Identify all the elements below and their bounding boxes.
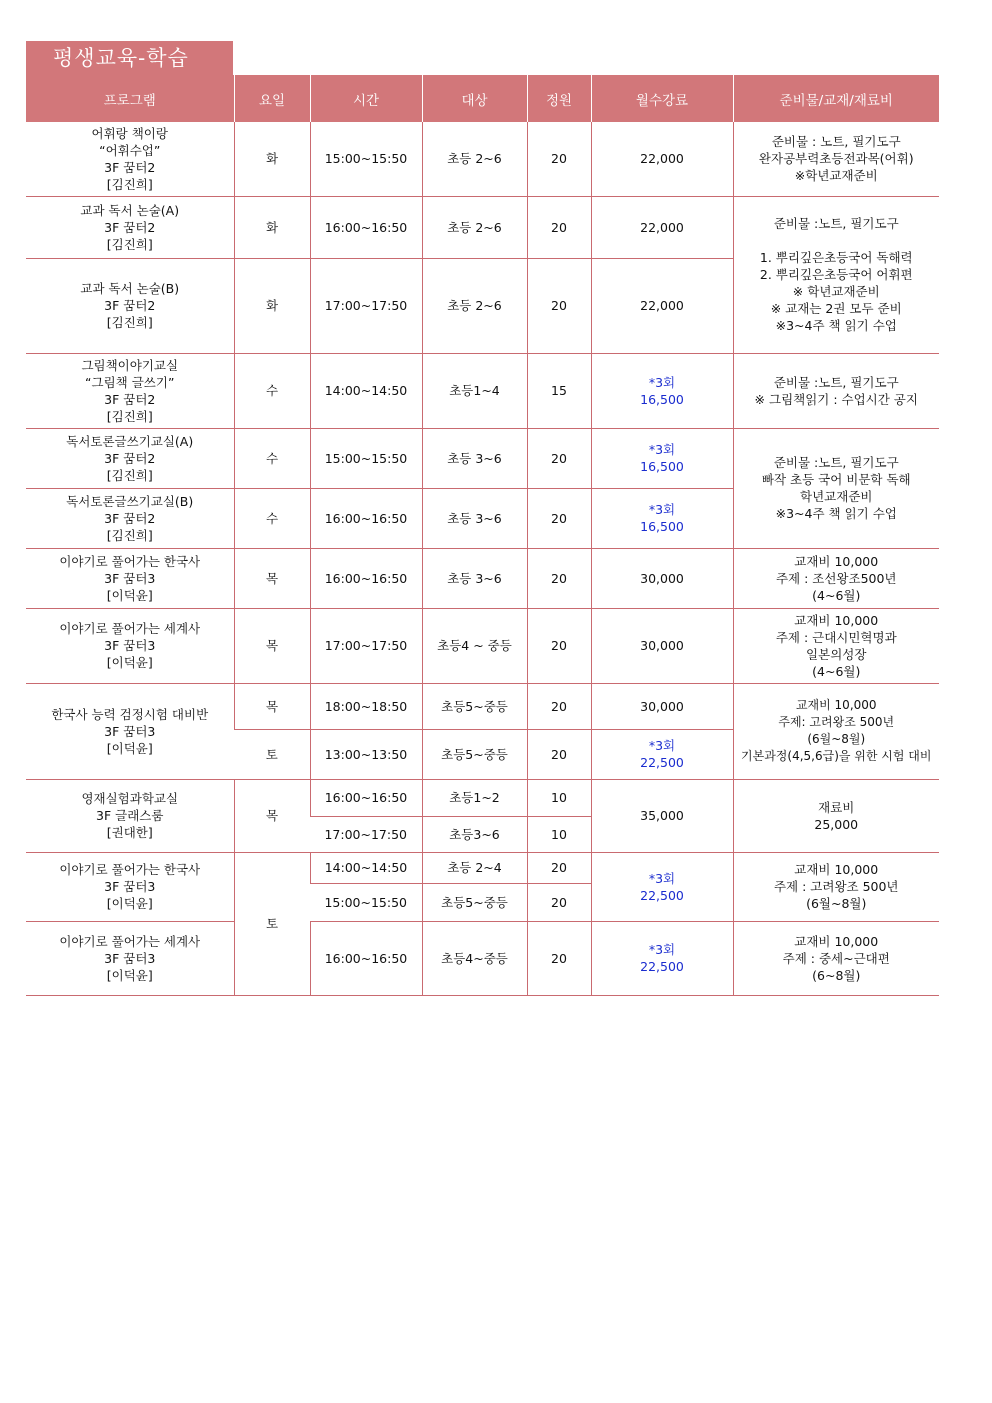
capacity-cell: 20: [527, 683, 591, 729]
target-cell: 초등3~6: [422, 816, 527, 852]
program-cell: 영재실험과학교실 3F 글래스룸 [권대한]: [26, 779, 234, 852]
target-cell: 초등 2~4: [422, 852, 527, 883]
time-cell: 17:00~17:50: [310, 608, 422, 683]
table-row: [26, 353, 939, 428]
day-cell: 수: [234, 428, 310, 488]
day-cell: 수: [234, 353, 310, 428]
table-row: [26, 683, 939, 729]
target-cell: 초등 3~6: [422, 548, 527, 608]
fee-cell: 30,000: [591, 608, 733, 683]
materials-cell: 준비물 : 노트, 필기도구 완자공부력초등전과목(어휘) ※학년교재준비: [733, 122, 939, 196]
fee-cell: *3회 16,500: [591, 353, 733, 428]
capacity-cell: 20: [527, 852, 591, 883]
table-row: [26, 921, 939, 995]
table-row: [26, 548, 939, 608]
target-cell: 초등4~중등: [422, 921, 527, 995]
day-cell: 목: [234, 779, 310, 852]
program-cell: 한국사 능력 검정시험 대비반 3F 꿈터3 [이덕윤]: [26, 683, 234, 779]
target-cell: 초등5~중등: [422, 883, 527, 921]
time-cell: 17:00~17:50: [310, 258, 422, 353]
target-cell: 초등 2~6: [422, 258, 527, 353]
target-cell: 초등5~중등: [422, 729, 527, 779]
target-cell: 초등1~2: [422, 779, 527, 816]
materials-cell: 교재비 10,000 주제 : 조선왕조500년 (4~6월): [733, 548, 939, 608]
time-cell: 16:00~16:50: [310, 548, 422, 608]
header-materials: 준비물/교재/재료비: [733, 75, 939, 122]
program-cell: 이야기로 풀어가는 한국사 3F 꿈터3 [이덕윤]: [26, 852, 234, 921]
fee-cell: *3회 16,500: [591, 488, 733, 548]
header-capacity: 정원: [527, 75, 591, 122]
time-cell: 16:00~16:50: [310, 488, 422, 548]
fee-cell: *3회 22,500: [591, 852, 733, 921]
program-cell: 교과 독서 논술(B) 3F 꿈터2 [김진희]: [26, 258, 234, 353]
time-cell: 16:00~16:50: [310, 196, 422, 258]
target-cell: 초등 3~6: [422, 488, 527, 548]
program-cell: 그림책이야기교실 “그림책 글쓰기” 3F 꿈터2 [김진희]: [26, 353, 234, 428]
materials-cell: 교재비 10,000 주제 : 고려왕조 500년 (6월~8월): [733, 852, 939, 921]
program-cell: 이야기로 풀어가는 한국사 3F 꿈터3 [이덕윤]: [26, 548, 234, 608]
capacity-cell: 10: [527, 816, 591, 852]
program-cell: 독서토론글쓰기교실(B) 3F 꿈터2 [김진희]: [26, 488, 234, 548]
capacity-cell: 10: [527, 779, 591, 816]
day-cell: 목: [234, 608, 310, 683]
program-cell: 어휘랑 책이랑 “어휘수업” 3F 꿈터2 [김진희]: [26, 122, 234, 196]
time-cell: 17:00~17:50: [310, 816, 422, 852]
materials-cell: 교재비 10,000 주제 : 중세~근대편 (6~8월): [733, 921, 939, 995]
fee-cell: 22,000: [591, 122, 733, 196]
time-cell: 15:00~15:50: [310, 883, 422, 921]
capacity-cell: 20: [527, 122, 591, 196]
program-cell: 이야기로 풀어가는 세계사 3F 꿈터3 [이덕윤]: [26, 608, 234, 683]
header-target: 대상: [422, 75, 527, 122]
capacity-cell: 20: [527, 729, 591, 779]
materials-cell: 준비물 :노트, 필기도구 1. 뿌리깊은초등국어 독해력 2. 뿌리깊은초등국어 어휘편 ※ 학년교재준비 ※ 교재는 2권 모두 준비 ※3~4주 책 읽기 수업: [733, 196, 939, 353]
time-cell: 14:00~14:50: [310, 353, 422, 428]
table-row: [26, 608, 939, 683]
header-time: 시간: [310, 75, 422, 122]
table-row: [26, 428, 939, 488]
time-cell: 16:00~16:50: [310, 921, 422, 995]
program-cell: 교과 독서 논술(A) 3F 꿈터2 [김진희]: [26, 196, 234, 258]
target-cell: 초등 2~6: [422, 122, 527, 196]
day-cell: 목: [234, 683, 310, 729]
fee-cell: *3회 16,500: [591, 428, 733, 488]
materials-cell: 준비물 :노트, 필기도구 빠작 초등 국어 비문학 독해 학년교재준비 ※3~4주 책 읽기 수업: [733, 428, 939, 548]
day-cell: 토: [234, 852, 310, 995]
page-title: 평생교육-학습: [26, 41, 233, 75]
time-cell: 18:00~18:50: [310, 683, 422, 729]
header-day: 요일: [234, 75, 310, 122]
header-row: [26, 75, 939, 122]
capacity-cell: 15: [527, 353, 591, 428]
time-cell: 15:00~15:50: [310, 428, 422, 488]
table-row: [26, 122, 939, 196]
day-cell: 수: [234, 488, 310, 548]
capacity-cell: 20: [527, 488, 591, 548]
fee-cell: 30,000: [591, 683, 733, 729]
time-cell: 14:00~14:50: [310, 852, 422, 883]
time-cell: 13:00~13:50: [310, 729, 422, 779]
capacity-cell: 20: [527, 608, 591, 683]
day-cell: 목: [234, 548, 310, 608]
target-cell: 초등5~중등: [422, 683, 527, 729]
day-cell: 토: [234, 729, 310, 779]
header-fee: 월수강료: [591, 75, 733, 122]
materials-cell: 준비물 :노트, 필기도구 ※ 그림책읽기 : 수업시간 공지: [733, 353, 939, 428]
capacity-cell: 20: [527, 883, 591, 921]
day-cell: 화: [234, 258, 310, 353]
target-cell: 초등 2~6: [422, 196, 527, 258]
time-cell: 15:00~15:50: [310, 122, 422, 196]
header-program: 프로그램: [26, 75, 234, 122]
fee-cell: 22,000: [591, 196, 733, 258]
capacity-cell: 20: [527, 428, 591, 488]
capacity-cell: 20: [527, 921, 591, 995]
materials-cell: 교재비 10,000 주제: 고려왕조 500년 (6월~8월) 기본과정(4,5,6급)을 위한 시험 대비: [733, 683, 939, 779]
time-cell: 16:00~16:50: [310, 779, 422, 816]
fee-cell: 35,000: [591, 779, 733, 852]
fee-cell: 22,000: [591, 258, 733, 353]
materials-cell: 재료비 25,000: [733, 779, 939, 852]
capacity-cell: 20: [527, 548, 591, 608]
table-row: [26, 196, 939, 258]
day-cell: 화: [234, 196, 310, 258]
table-row: [26, 852, 939, 883]
table-row: [26, 779, 939, 816]
capacity-cell: 20: [527, 258, 591, 353]
fee-cell: *3회 22,500: [591, 729, 733, 779]
program-cell: 이야기로 풀어가는 세계사 3F 꿈터3 [이덕윤]: [26, 921, 234, 995]
fee-cell: 30,000: [591, 548, 733, 608]
fee-cell: *3회 22,500: [591, 921, 733, 995]
capacity-cell: 20: [527, 196, 591, 258]
materials-cell: 교재비 10,000 주제 : 근대시민혁명과 일본의성장 (4~6월): [733, 608, 939, 683]
day-cell: 화: [234, 122, 310, 196]
target-cell: 초등4 ~ 중등: [422, 608, 527, 683]
target-cell: 초등1~4: [422, 353, 527, 428]
program-cell: 독서토론글쓰기교실(A) 3F 꿈터2 [김진희]: [26, 428, 234, 488]
target-cell: 초등 3~6: [422, 428, 527, 488]
program-table: [26, 75, 939, 996]
